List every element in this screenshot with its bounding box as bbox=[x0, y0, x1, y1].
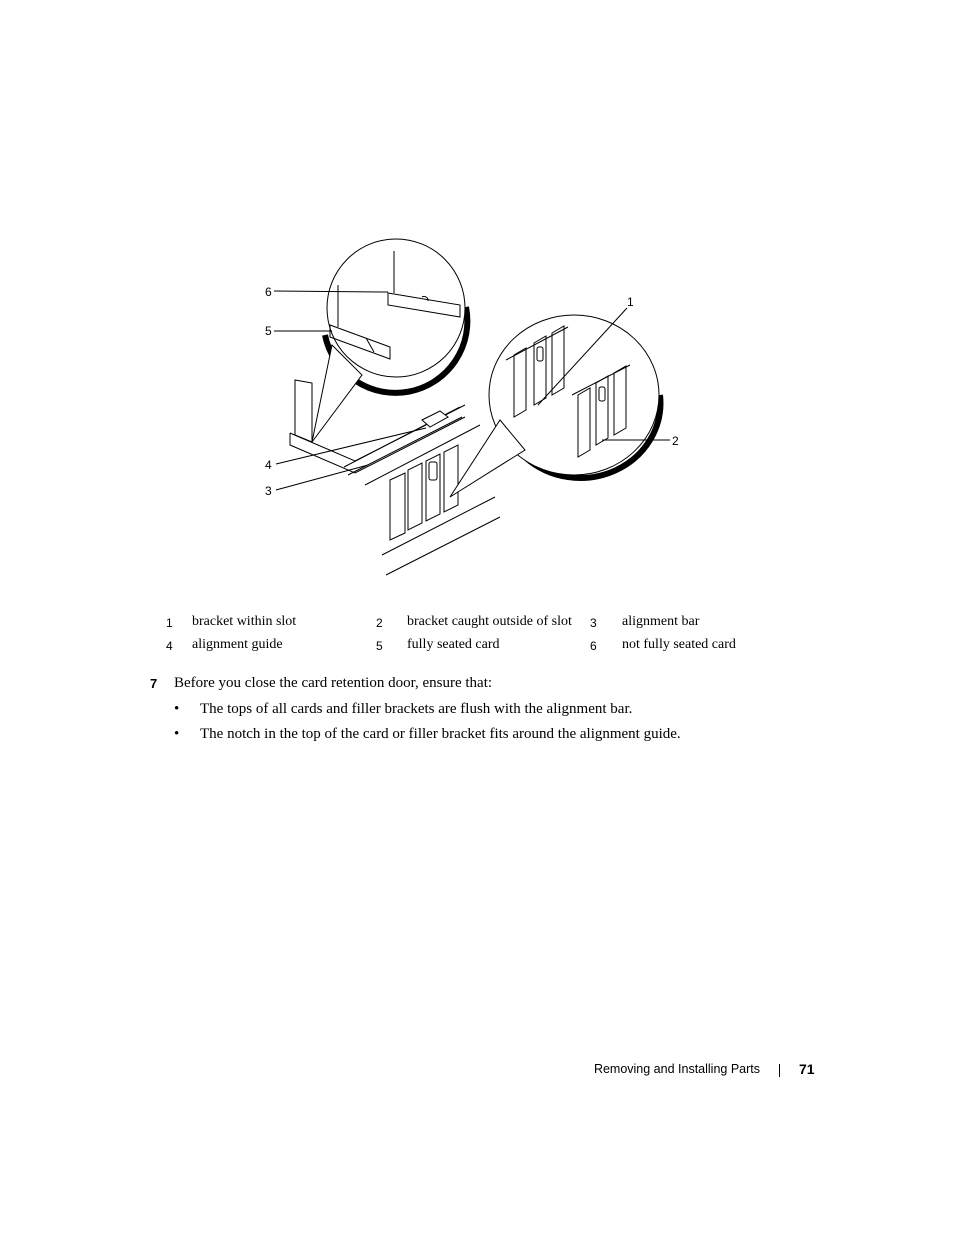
legend-label: alignment guide bbox=[192, 637, 283, 652]
legend-number: 6 bbox=[590, 639, 597, 653]
bullet-text: The tops of all cards and filler brackets are flush with the alignment bar. bbox=[200, 701, 633, 717]
legend-label: bracket within slot bbox=[192, 614, 297, 629]
legend-number: 2 bbox=[376, 616, 383, 630]
legend-number: 1 bbox=[166, 616, 173, 630]
callout-4: 4 bbox=[265, 458, 272, 472]
legend-number: 5 bbox=[376, 639, 383, 653]
bullet-symbol: • bbox=[174, 701, 180, 717]
legend-label: bracket caught outside of slot bbox=[407, 614, 572, 629]
figure-legend bbox=[166, 614, 766, 660]
step-text: Before you close the card retention door, ensure that: bbox=[174, 675, 493, 691]
footer-divider bbox=[779, 1064, 780, 1077]
callout-1: 1 bbox=[627, 295, 634, 309]
legend-number: 3 bbox=[590, 616, 597, 630]
bullet-text: The notch in the top of the card or filler bracket fits around the alignment guide. bbox=[200, 726, 681, 742]
card-alignment-illustration bbox=[250, 235, 700, 580]
chapter-title: Removing and Installing Parts bbox=[593, 1062, 760, 1076]
legend-label: not fully seated card bbox=[622, 637, 736, 652]
page-number: 71 bbox=[799, 1061, 815, 1077]
step-number: 7 bbox=[150, 676, 158, 691]
bullet-symbol: • bbox=[174, 726, 180, 742]
legend-number: 4 bbox=[166, 639, 173, 653]
legend-row bbox=[166, 614, 766, 637]
callout-6: 6 bbox=[265, 285, 272, 299]
page-footer bbox=[0, 1062, 954, 1082]
legend-label: alignment bar bbox=[622, 614, 700, 629]
callout-3: 3 bbox=[265, 484, 272, 498]
callout-2: 2 bbox=[672, 434, 679, 448]
callout-5: 5 bbox=[265, 324, 272, 338]
legend-row bbox=[166, 637, 766, 660]
legend-label: fully seated card bbox=[407, 637, 500, 652]
